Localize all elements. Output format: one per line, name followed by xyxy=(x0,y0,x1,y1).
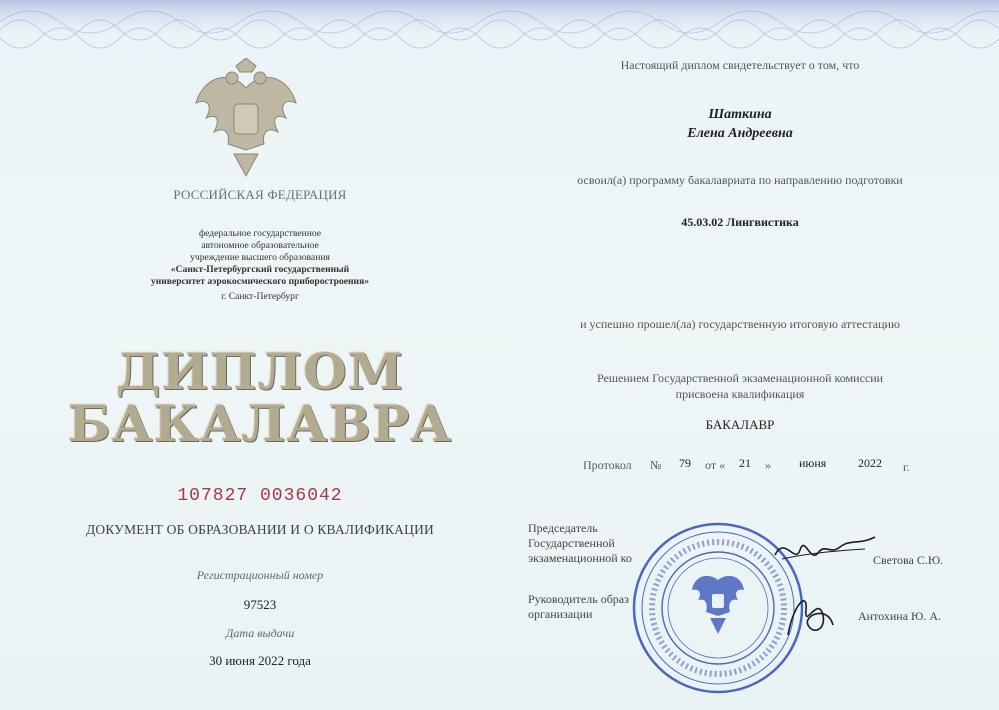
institution-city: г. Санкт-Петербург xyxy=(221,291,299,302)
year-suffix: г. xyxy=(903,460,910,474)
document-type: ДОКУМЕНТ ОБ ОБРАЗОВАНИИ И О КВАЛИФИКАЦИИ xyxy=(86,522,434,537)
institution-name: «Санкт-Петербургский государственный xyxy=(170,264,350,275)
country-name: РОССИЙСКАЯ ФЕДЕРАЦИЯ xyxy=(173,187,347,202)
chair-title xyxy=(528,521,632,566)
registration-label: Регистрационный номер xyxy=(196,568,324,582)
decision-line: присвоена квалификация xyxy=(675,387,805,401)
head-title-line: организации xyxy=(528,607,593,621)
attestation-text: и успешно прошел(ла) государственную итоговую аттестацию xyxy=(580,317,900,331)
holder-surname: Шаткина xyxy=(708,107,772,122)
title-line-1: ДИПЛОМ xyxy=(115,342,405,401)
title-line-2: БАКАЛАВРА xyxy=(67,394,453,453)
protocol-month: июня xyxy=(799,456,827,470)
head-title xyxy=(528,592,629,622)
issue-date-label: Дата выдачи xyxy=(225,626,295,640)
qualification: БАКАЛАВР xyxy=(705,417,775,432)
chair-name: Светова С.Ю. xyxy=(873,553,944,567)
chair-title-line: экзаменационной ко xyxy=(528,551,632,565)
protocol-label: Протокол xyxy=(583,458,632,472)
protocol-close-quote: » xyxy=(765,458,771,472)
holder-given-names: Елена Андреевна xyxy=(687,126,793,141)
issue-date: 30 июня 2022 года xyxy=(209,653,311,668)
diploma-title xyxy=(60,342,460,453)
chair-signature-icon xyxy=(770,525,880,575)
institution-block xyxy=(60,228,460,303)
program-text: освоил(а) программу бакалавриата по направлению подготовки xyxy=(577,173,903,187)
decision-text xyxy=(500,370,980,402)
registration-number: 97523 xyxy=(243,597,277,612)
protocol-from: от « xyxy=(705,458,726,472)
head-name: Антохина Ю. А. xyxy=(858,609,942,623)
chair-title-line: Государственной xyxy=(528,536,615,550)
institution-name: университет аэрокосмического приборостроения» xyxy=(150,276,370,287)
coat-of-arms-icon xyxy=(188,58,304,178)
protocol-number: 79 xyxy=(679,456,691,470)
intro-text: Настоящий диплом свидетельствует о том, что xyxy=(620,58,860,72)
head-title-line: Руководитель образ xyxy=(528,592,629,606)
institution-line: учреждение высшего образования xyxy=(190,252,330,263)
protocol-number-sign: № xyxy=(650,458,662,472)
protocol-year: 2022 xyxy=(858,456,882,470)
program-name: 45.03.02 Лингвистика xyxy=(681,215,799,229)
protocol-day: 21 xyxy=(739,456,751,470)
chair-title-line: Председатель xyxy=(528,521,598,535)
serial-number: 107827 0036042 xyxy=(177,486,343,506)
institution-line: федеральное государственное xyxy=(198,228,322,239)
head-signature-icon xyxy=(778,585,838,645)
decision-line: Решением Государственной экзаменационной комиссии xyxy=(596,371,884,385)
institution-line: автономное образовательное xyxy=(201,240,319,251)
